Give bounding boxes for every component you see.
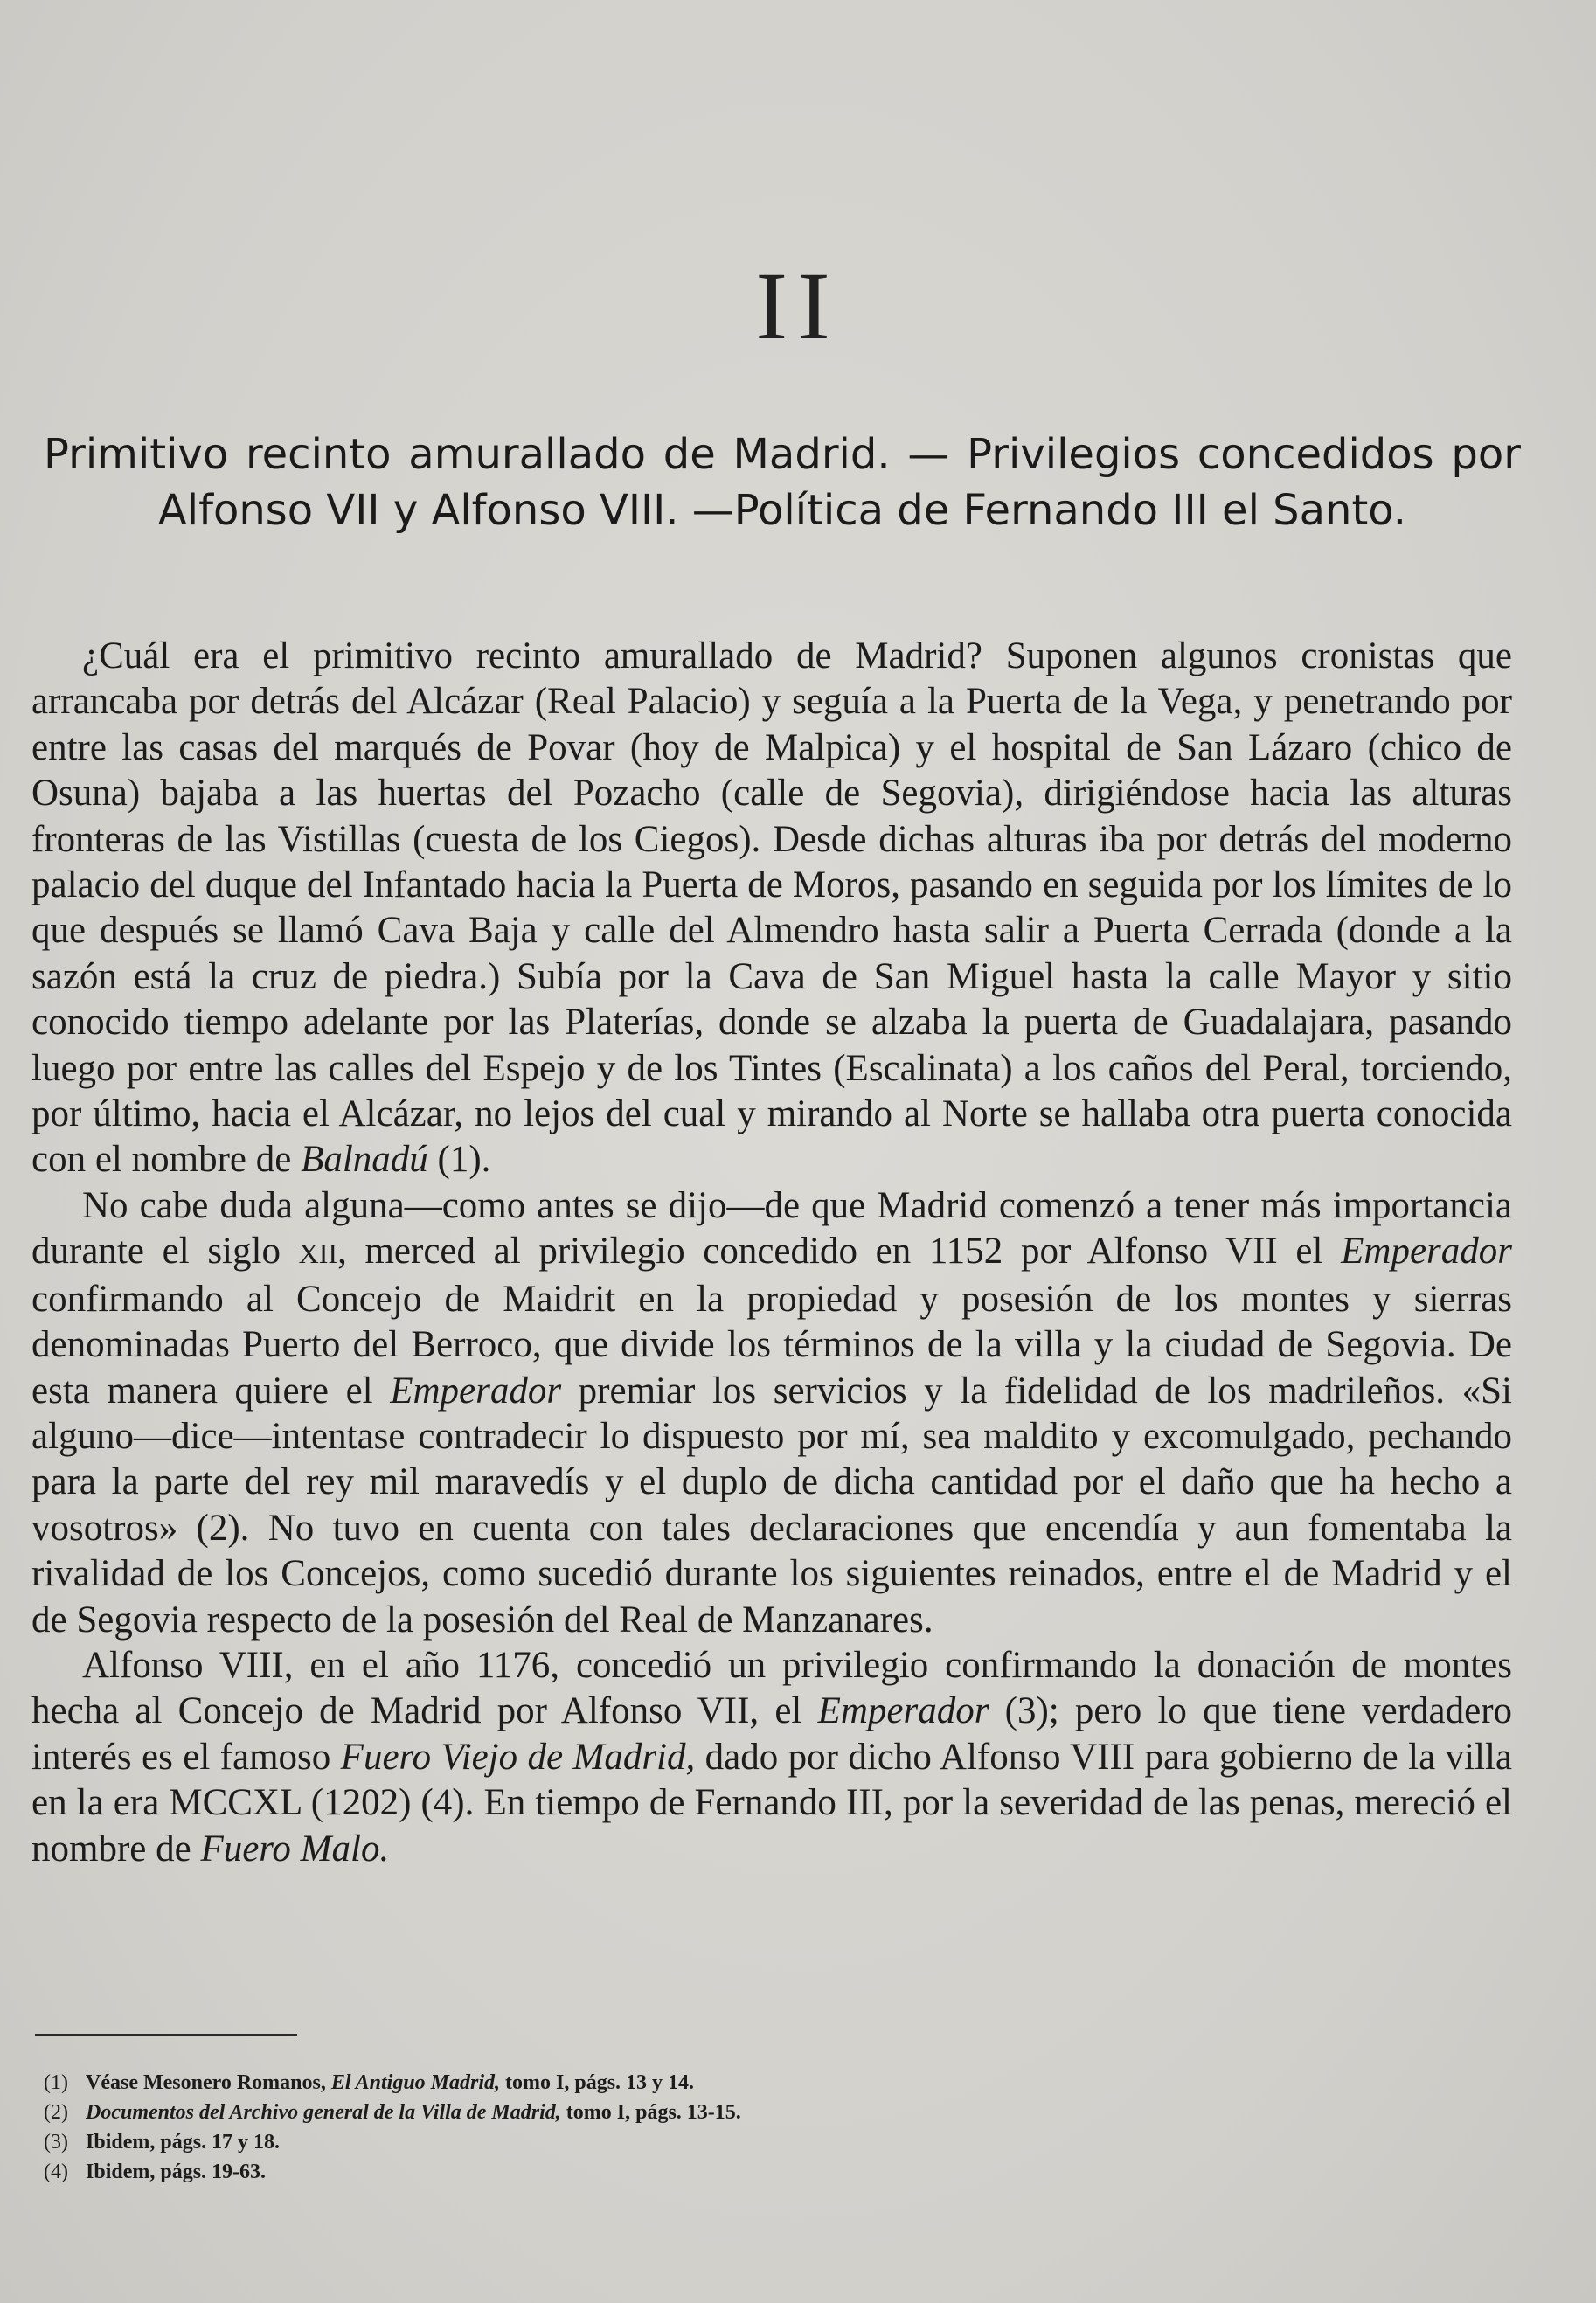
italic-term: Balnadú <box>301 1139 428 1181</box>
footnote: (2) Documentos del Archivo general de la Villa de Madrid, tomo I, págs. 13-15. <box>44 2101 741 2124</box>
footnote: (3) Ibidem, págs. 17 y 18. <box>44 2131 281 2154</box>
body-text <box>31 634 1512 1872</box>
footnote: (4) Ibidem, págs. 19-63. <box>44 2161 267 2183</box>
paragraph-3: Alfonso VIII, en el año 1176, concedió un privilegio confirmando la donación de montes hecha al Concejo de Madrid por Alfonso VII, el Emperador (3); pero lo que tiene verdadero interés es el famoso Fuero Viejo de Madrid, dado por dicho Alfonso VIII para gobierno de la villa en la era MCCXL (1202) (4). En tiempo de Fernando III, por la severidad de las penas, mereció el nombre de Fuero Malo. <box>31 1644 1513 1869</box>
century-numeral: XII <box>298 1238 338 1270</box>
footnote-divider <box>35 2034 297 2036</box>
footnotes <box>44 2068 1442 2187</box>
paragraph-1: ¿Cuál era el primitivo recinto amurallado de Madrid? Suponen algunos cronistas que arrancaba por detrás del Alcázar (Real Palacio) y seguía a la Puerta de la Vega, y penetrando por entre las casas del marqués de Povar (hoy de Malpica) y el hospital de San Lázaro (chico de Osuna) bajaba a las huertas del Pozacho (calle de Segovia), dirigiéndose hacia las alturas fronteras de las Vistillas (cuesta de los Ciegos). Desde dichas alturas iba por detrás del moderno palacio del duque del Infantado hacia la Puerta de Moros, pasando en seguida por los límites de lo que después se llamó Cava Baja y calle del Almendro hasta salir a Puerta Cerrada (donde a la sazón está la cruz de piedra.) Subía por la Cava de San Miguel hasta la calle Mayor y sitio conocido tiempo adelante por las Platerías, donde se alzaba la puerta de Guadalajara, pasando luego por entre las calles del Espejo y de los Tintes (Escalinata) a los caños del Peral, torciendo, por último, hacia el Alcázar, no lejos del cual y mirando al Norte se hallaba otra puerta conocida con el nombre de Balnadú (1). <box>31 635 1512 1181</box>
chapter-title: Primitivo recinto amurallado de Madrid. — Privilegios concedidos por Alfonso VII y Alfonso VIII. —Política de Fernando III el Santo. <box>44 430 1521 535</box>
footnote: (1) Véase Mesonero Romanos, El Antiguo Madrid, tomo I, págs. 13 y 14. <box>44 2071 695 2094</box>
chapter-numeral: II <box>755 253 841 359</box>
paragraph-2: No cabe duda alguna—como antes se dijo—de que Madrid comenzó a tener más importancia durante el siglo XII, merced al privilegio concedido en 1152 por Alfonso VII el Emperador confirmando al Concejo de Maidrit en la propiedad y posesión de los montes y sierras denominadas Puerto del Berroco, que divide los términos de la villa y la ciudad de Segovia. De esta manera quiere el Emperador premiar los servicios y la fidelidad de los madrileños. «Si alguno—dice—intentase contradecir lo dispuesto por mí, sea maldito y excomulgado, pechando para la parte del rey mil maravedís y el duplo de dicha cantidad por el daño que ha hecho a vosotros» (2). No tuvo en cuenta con tales declaraciones que encendía y aun fomentaba la rivalidad de los Concejos, como sucedió durante los siguientes reinados, entre el de Madrid y el de Segovia respecto de la posesión del Real de Manzanares. <box>31 1184 1513 1641</box>
